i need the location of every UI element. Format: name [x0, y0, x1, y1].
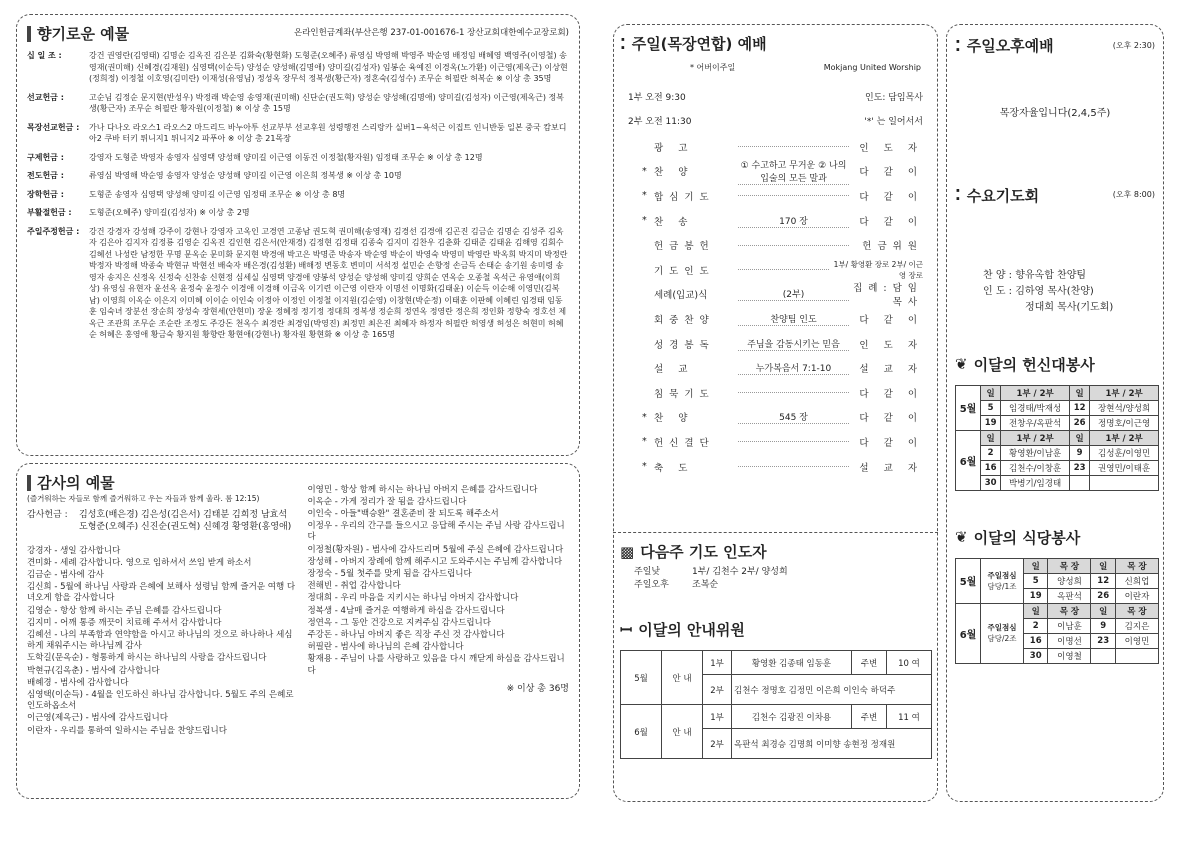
order-name: 침묵기도 [654, 388, 715, 400]
order-person: 다 같 이 [859, 314, 923, 326]
thanks-item: 김금순 - 범사에 감사 [27, 569, 104, 580]
worship-english: Mokjang United Worship [823, 63, 921, 72]
thanks-item: 강경자 - 생일 감사합니다 [27, 545, 121, 556]
table-cell: 옥판석 [1048, 588, 1091, 603]
flower-icon: ❦ [955, 528, 968, 546]
head-cell: 일 [1069, 430, 1089, 445]
dots-icon: ⁚ [620, 34, 626, 53]
order-person: 집례:담임목사 [853, 283, 923, 309]
grid-icon: ▩ [620, 542, 635, 561]
head-cell: 일 [1024, 558, 1048, 573]
offering-label: 구제헌금 : [27, 152, 64, 162]
thanks-left-column [27, 509, 299, 738]
thanks-item: 김신희 - 5월에 하나님 사랑과 은혜에 보해사 성령님 함께 즐거운 여행 다녀오게 함을 감사합니다 [27, 582, 296, 604]
order-row [620, 356, 931, 381]
thanks-total: ※ 이상 총 36명 [506, 683, 569, 694]
order-row [620, 430, 931, 455]
order-star: * [642, 215, 647, 227]
order-star: * [642, 411, 647, 423]
table-cell: 2 [981, 445, 1001, 460]
order-content [738, 195, 849, 196]
order-content [738, 441, 849, 442]
usher-month: 5월 [621, 651, 662, 705]
wednesday-prayer: 정대희 목사(기도회) [1025, 301, 1114, 313]
order-row [620, 233, 931, 258]
table-cell: 5 [1024, 573, 1048, 588]
order-name: 합심기도 [654, 191, 715, 203]
sub-line: 담당/1조 [987, 581, 1017, 591]
thanks-item: 이옥순 - 가게 정리가 잘 됨을 감사드립니다 [307, 496, 467, 507]
order-name: 기도인도 [654, 265, 715, 277]
stand-note: '*' 는 일어서서 [864, 117, 923, 127]
order-row [620, 454, 931, 479]
order-person: 다 같 이 [859, 413, 923, 425]
thanks-title: 감사의 예물 [37, 474, 115, 492]
dots-icon: ⁚ [955, 36, 961, 55]
table-row [956, 460, 1159, 475]
head-cell: 목 장 [1115, 603, 1158, 618]
usher-names: 황영환 김종태 임동훈 [732, 651, 852, 675]
table-cell: 이명선 [1048, 633, 1091, 648]
table-cell: 16 [981, 460, 1001, 475]
offering-names: 강건 강경자 강성해 강주이 강현나 강영자 고옥인 고경연 고종남 권도혁 권미해(송영재) 김경선 김경애 김곤진 김금순 김명순 김성주 김옥자 김은아 김지자 김정룡 김영순 김옥진 김인현 김은서(안재경) 김정현 김정태 김종숙 김지미 김찬우 김춘화 김태준 김태윤 김해영 김회수 김혜선 나성란 남정한 무명 문옥순 문미화 문지현 박경애 박고은 박명준 박송자 박순영 박순이 박영숙 박영미 박영란 박옥희 박지미 박정란 박정자 박정해 박종숙 박현규 박현선 배숙자 배은경(김성환) 배해정 변동호 변미미 서석정 설민순 손향정 손금득 손태순 송기원 송미령 송영자 송지은 신정옥 신정숙 신찬송 신현정 심세실 심영택 양경애 양봉석 양성순 양성해 양미길 양희순 연옥순 오종철 옥석근 유영애(이희상) 유영심 유현자 윤선옥 윤정숙 윤정수 이경애 이경해 이금옥 이기련 이근영 이란자 이명선 이명화(김태윤) 이순득 이순해 이영민(김복남) 이영희 이옥순 이은지 이미혜 이이순 이인숙 이정아 이정인 이정철 이지원(김순영) 이창현(박순정) 이태훈 이판혜 이혜린 임경태 임동훈 임숙녀 장분선 장순희 장성숙 장현세(안현미) 장윤 정혜정 정기정 정대희 정복생 정순희 정연옥 정영란 정은희 정인화 정향숙 정호선 제옥근 조관희 조무순 조순란 조정도 주강돈 천옥수 최경란 최경임(박영진) 최정민 최은진 최혜자 하정자 허필란 허영생 허성은 허현미 허혜순 허혜은 홍영애 황금숙 황지원 황향란 황현애(강현나) 황자원 황현화 ※ 이상 총 165명 [89, 226, 568, 339]
usher-part: 1부 [703, 705, 732, 729]
table-cell: 9 [1069, 445, 1089, 460]
table-cell: 30 [1024, 648, 1048, 663]
next-line-2: 조복순 [692, 579, 719, 590]
table-row [956, 400, 1159, 415]
thanks-item: 이정우 - 우리의 간구를 들으시고 응답해 주시는 주님 사랑 감사드립니다 [307, 521, 565, 543]
offering-names: 강영자 도형준 박영자 송영자 심영택 양성해 양미길 이근영 이동건 이정철(황자원) 임정태 조무순 ※ 이상 총 12명 [89, 152, 483, 162]
head-cell: 1부 / 2부 [1001, 385, 1070, 400]
usher-count: 10 여 [887, 651, 932, 675]
order-content [738, 466, 849, 467]
thanks-item: 심영택(이순득) - 4월을 인도하신 하나님 감사합니다. 5월도 주의 은혜로 인도하옵소서 [27, 689, 294, 712]
table-row [956, 445, 1159, 460]
table-cell [1091, 648, 1115, 663]
order-name: 찬 송 [654, 216, 694, 228]
thanks-item: 배혜경 - 범사에 감사합니다 [27, 677, 129, 688]
table-cell: 김천수/이창훈 [1001, 460, 1070, 475]
order-person: 설 교 자 [859, 364, 923, 376]
table-cell: 김지은 [1115, 618, 1158, 633]
head-cell: 1부 / 2부 [1090, 385, 1159, 400]
order-row [620, 257, 931, 282]
order-content: 누가복음서 7:1-10 [738, 361, 849, 375]
table-cell: 신희업 [1115, 573, 1158, 588]
offering-item [27, 50, 569, 85]
order-content [738, 269, 829, 270]
account-info: 온라인헌금계좌(부산은행 237-01-001676-1 장산교회대한예수교장로회) [294, 28, 569, 39]
order-row [620, 282, 931, 307]
usher-names: 옥판석 최경승 김명희 이미향 송현정 정재원 [732, 729, 932, 759]
order-star: * [642, 461, 647, 473]
thanks-item: 김지미 - 어깨 통증 깨끗이 치료해 주셔서 감사합니다 [27, 617, 222, 628]
offering-item [27, 170, 569, 182]
table-cell: 16 [1024, 633, 1048, 648]
table-cell: 전창우/옥판석 [1001, 415, 1070, 430]
table-cell: 26 [1091, 588, 1115, 603]
head-cell: 일 [1024, 603, 1048, 618]
thanks-item: 이인숙 - 아들"백승환" 결혼준비 잘 되도록 해주소서 [307, 508, 499, 519]
thanks-label: 감사헌금 : [27, 509, 68, 520]
head-cell: 일 [981, 430, 1001, 445]
usher-month: 6월 [621, 705, 662, 759]
table-cell: 이란자 [1115, 588, 1158, 603]
usher-names: 김천수 김광진 이차용 [732, 705, 852, 729]
thanks-item: 견미화 - 세례 감사합니다. 영으로 임하셔서 쓰임 받게 하소서 [27, 557, 252, 568]
bar-icon [27, 26, 31, 42]
usher-row [621, 705, 932, 729]
thanks-right-column [307, 485, 569, 738]
wednesday-time: (오후 8:00) [1112, 190, 1155, 200]
offering-names: 가나 다나오 라오스1 라오스2 마드리드 바누아투 선교부부 선교후원 성령행전 스리랑카 실버1~욕석근 이집트 인니반둥 일본 중국 캄보디아2 쿠바 터키 튀니지1 튀니지2 파푸아 ※ 이상 총 21목장 [89, 122, 567, 143]
table-cell: 이영민 [1115, 633, 1158, 648]
order-person: 다 같 이 [859, 388, 923, 400]
cafeteria-table [955, 558, 1159, 664]
next-label-1: 주일낮 [634, 567, 661, 577]
order-list [620, 135, 931, 479]
order-row [620, 405, 931, 430]
month-cell: 5월 [956, 385, 981, 430]
order-content [738, 392, 849, 393]
head-cell: 일 [1069, 385, 1089, 400]
offering-list [27, 50, 569, 341]
usher-names: 김천수 정명호 김정민 이은희 이인숙 하덕주 [732, 675, 932, 705]
table-cell: 9 [1091, 618, 1115, 633]
table-cell: 12 [1091, 573, 1115, 588]
order-name: 헌신결단 [654, 437, 715, 449]
order-star: * [642, 436, 647, 448]
table-cell: 정명호/이근영 [1090, 415, 1159, 430]
table-cell: 양성희 [1048, 573, 1091, 588]
thanks-item: 정복생 - 4남매 즐거운 여행하게 하심을 감사드립니다 [307, 605, 505, 616]
order-content: 545 장 [738, 410, 849, 424]
order-person: 다 같 이 [859, 216, 923, 228]
order-row [620, 159, 931, 184]
offering-names: 강건 권영란(김영태) 김명순 김옥진 김은분 김화숙(황현화) 도형준(오혜주) 류영심 박영해 박영주 박순영 배정임 배혜영 백영주(이영철) 송영재(권미해) 신혜경(김재원) 심영택(이순득) 양성순 양성해(김명애) 양미길(김성자) 임봉순 육예진 이경옥(노가환) 이근영(제옥근) 이상현(정희정) 이정철 이호영(김미란) 이재성(유영님) 정성옥 장무석 정복생(황근자) 정혼숙(김성수) 조무순 허필란 허복순 ※ 이상 총 35명 [89, 51, 568, 83]
order-row [620, 135, 931, 160]
order-content: 주님을 감동시키는 믿음 [738, 337, 849, 351]
offering-item [27, 226, 569, 341]
sub-line: 담당/2조 [987, 634, 1017, 643]
sub-cell [981, 603, 1024, 663]
order-person: 1부/ 황영환 장로 2부/ 이근영 장로 [833, 259, 923, 280]
table-cell: 5 [981, 400, 1001, 415]
usher-count: 11 여 [887, 705, 932, 729]
offering-label: 장학헌금 : [27, 189, 64, 199]
wednesday-leader: 인 도 : 김하영 목사(찬양) [983, 285, 1094, 297]
offering-names: 도형준(오혜주) 양미길(김성자) ※ 이상 총 2명 [89, 208, 250, 217]
thanks-item: 이정철(황자원) - 범사에 감사드리며 5월에 주실 은혜에 감사드립니다 [307, 544, 564, 555]
order-name: 찬 양 [654, 413, 694, 425]
order-star: * [642, 165, 647, 177]
order-name: 축 도 [654, 462, 694, 474]
right-panel [946, 24, 1164, 802]
order-person: 인 도 자 [859, 339, 923, 351]
order-name: 성경봉독 [654, 339, 715, 351]
head-cell: 일 [1091, 603, 1115, 618]
cafeteria-title: 이달의 식당봉사 [973, 528, 1081, 547]
thanks-item: 도학길(문옥순) - 형통하게 하시는 하나님의 사랑을 감사드립니다 [27, 653, 267, 664]
list-icon: ꟷ [620, 620, 633, 639]
table-cell: 19 [981, 415, 1001, 430]
order-person: 다 같 이 [859, 167, 923, 179]
order-person: 다 같 이 [859, 191, 923, 203]
next-label-2: 주일오후 [634, 579, 669, 590]
table-cell [1069, 475, 1089, 490]
leader-label: 인도: 담임목사 [864, 92, 923, 103]
table-cell: 김성훈/이영민 [1090, 445, 1159, 460]
thanks-item: 주강돈 - 하나님 아버지 좋은 직장 주신 것 감사합니다 [307, 629, 505, 640]
thanks-item: 장성해 - 아버지 장례에 함께 해주시고 도와주시는 주님께 감사합니다 [307, 556, 563, 567]
ushers-table [620, 650, 932, 759]
devotion-table [955, 385, 1159, 491]
order-row [620, 380, 931, 405]
order-person: 인 도 자 [859, 142, 923, 154]
order-name: 세례(입교)식 [654, 290, 708, 302]
offering-names: 류영심 박영해 박순영 송영자 양성순 양성해 양미길 이근영 이은희 정복생 ※ 이상 총 10명 [89, 171, 402, 180]
order-person: 헌금위원 [862, 241, 923, 253]
month-cell: 6월 [956, 430, 981, 490]
offering-item [27, 189, 569, 201]
table-cell: 장현석/양성희 [1090, 400, 1159, 415]
order-row [620, 307, 931, 332]
afternoon-body: 목장자율입니다(2,4,5주) [999, 108, 1111, 119]
offering-label: 부활절헌금 : [27, 208, 72, 217]
thanks-item: 김영순 - 항상 함께 하시는 주님 은혜를 감사드립니다 [27, 605, 222, 616]
thanks-item: 이근영(제옥근) - 범사에 감사드립니다 [27, 713, 168, 724]
next-line-1: 1부/ 김천수 2부/ 양성희 [692, 567, 788, 577]
head-cell: 목 장 [1048, 558, 1091, 573]
wednesday-title: 수요기도회 [966, 186, 1040, 205]
table-cell: 30 [981, 475, 1001, 490]
order-content: 170 장 [738, 214, 849, 228]
time-2: 2부 오전 11:30 [628, 117, 692, 127]
thanks-item: 이영민 - 항상 함께 하시는 하나님 아버지 은혜를 감사드립니다 [307, 484, 538, 495]
thanks-line: 도형준(오혜주) 신진순(권도혁) 신혜경 황영환(홍영애) [79, 522, 292, 532]
offering-label: 목장선교헌금 : [27, 122, 80, 132]
table-cell [1115, 648, 1158, 663]
head-cell: 일 [1091, 558, 1115, 573]
devotion-title: 이달의 헌신대봉사 [973, 355, 1095, 374]
thanks-item: 황재용 - 주님이 나를 사랑하고 있음을 다시 깨닫게 하심을 감사드립니다 [307, 654, 565, 676]
thanks-item: 정연옥 - 그 동안 건강으로 지켜주심 감사드립니다 [307, 617, 491, 628]
offering-item [27, 92, 569, 115]
offering-title-wrap [27, 23, 129, 44]
offering-label: 십 일 조 : [27, 51, 62, 60]
order-row [620, 184, 931, 209]
usher-row [621, 651, 932, 675]
table-head-row [956, 603, 1159, 618]
order-content [738, 245, 849, 246]
dots-icon: ⁚ [955, 186, 961, 204]
ushers-panel [613, 532, 938, 802]
ushers-title: 이달의 안내위원 [638, 621, 745, 639]
table-cell: 23 [1091, 633, 1115, 648]
usher-role: 안 내 [662, 705, 703, 759]
offering-names: 도형준 송영자 심영택 양성해 양미길 이근영 임정태 조무순 ※ 이상 총 8명 [89, 189, 346, 199]
offering-item [27, 207, 569, 219]
table-head-row [956, 430, 1159, 445]
usher-part: 2부 [703, 729, 732, 759]
table-cell: 황영환/이남훈 [1001, 445, 1070, 460]
sub-cell [981, 558, 1024, 603]
head-cell: 1부 / 2부 [1090, 430, 1159, 445]
order-name: 설 교 [654, 364, 694, 376]
order-row [620, 331, 931, 356]
table-cell: 26 [1069, 415, 1089, 430]
table-cell: 19 [1024, 588, 1048, 603]
order-content: 찬양팀 인도 [738, 312, 849, 326]
table-cell: 임경태/박재성 [1001, 400, 1070, 415]
worship-panel [613, 24, 938, 532]
worship-subtitle: * 어버이주일 [690, 63, 736, 72]
table-head-row [956, 385, 1159, 400]
thanks-item: 허필란 - 범사에 하나님의 은혜 감사합니다 [307, 642, 464, 653]
offering-label: 선교헌금 : [27, 92, 64, 102]
order-name: 회중찬양 [654, 314, 715, 326]
order-person: 설 교 자 [859, 462, 923, 474]
order-content: (2부) [738, 287, 849, 301]
thanks-item: 정대희 - 우리 마음을 지키시는 하나님 아버지 감사합니다 [307, 593, 519, 604]
table-cell: 권영민/이태훈 [1090, 460, 1159, 475]
table-row [956, 415, 1159, 430]
usher-part: 2부 [703, 675, 732, 705]
order-row [620, 208, 931, 233]
table-cell: 이남훈 [1048, 618, 1091, 633]
month-cell: 6월 [956, 603, 981, 663]
table-head-row [956, 558, 1159, 573]
head-cell: 목 장 [1115, 558, 1158, 573]
next-week-title: 다음주 기도 인도자 [640, 543, 767, 561]
time-1: 1부 오전 9:30 [628, 92, 686, 103]
order-star: * [642, 190, 647, 202]
table-cell: 박병기/임경태 [1001, 475, 1070, 490]
usher-area: 주변 [852, 651, 887, 675]
afternoon-time: (오후 2:30) [1112, 40, 1155, 50]
order-name: 헌금봉헌 [654, 241, 715, 253]
sub-line: 주일점심 [987, 623, 1017, 632]
head-cell: 1부 / 2부 [1001, 430, 1070, 445]
order-name: 광 고 [654, 142, 694, 154]
thanks-panel [16, 463, 580, 799]
usher-role: 안 내 [662, 651, 703, 705]
table-row [956, 475, 1159, 490]
table-cell: 12 [1069, 400, 1089, 415]
afternoon-title: 주일오후예배 [966, 37, 1054, 55]
head-cell: 목 장 [1048, 603, 1091, 618]
order-name: 찬 양 [654, 167, 694, 179]
table-cell: 이영철 [1048, 648, 1091, 663]
head-cell: 일 [981, 385, 1001, 400]
wednesday-praise: 찬 양 : 향유옥합 찬양팀 [983, 269, 1087, 281]
offering-panel [16, 14, 580, 456]
thanks-line: 김성호(배은경) 김은성(김은서) 김태분 김희정 남효석 [79, 509, 288, 520]
offering-item [27, 152, 569, 164]
thanks-subtitle: (즐거워하는 자들로 함께 즐거워하고 우는 자들과 함께 울라. 롬 12:15) [27, 494, 260, 503]
month-cell: 5월 [956, 558, 981, 603]
thanks-item: 전해빈 - 취업 감사합니다 [307, 581, 401, 592]
table-cell: 2 [1024, 618, 1048, 633]
order-person: 다 같 이 [859, 437, 923, 449]
bar-icon [27, 475, 31, 491]
offering-label: 주일주정헌금 : [27, 226, 80, 236]
flower-icon: ❦ [955, 355, 968, 373]
offering-names: 고순님 김정순 문지현(반성우) 박정래 박순영 송영재(권미해) 신단순(권도혁) 양성순 양성해(김명애) 양미길(김성자) 이근영(제옥근) 정복생(황근자) 조무순 허필란 황자원(이정철) ※ 이상 총 15명 [89, 92, 565, 113]
table-cell: 23 [1069, 460, 1089, 475]
offering-label: 전도헌금 : [27, 171, 64, 180]
thanks-item: 장정숙 - 5월 첫주를 맞게 됨을 감사드립니다 [307, 568, 472, 579]
order-content: ① 수고하고 무거운 ② 나의 입술의 모든 말과 [738, 158, 849, 185]
table-cell [1090, 475, 1159, 490]
offering-item [27, 122, 569, 145]
usher-area: 주변 [852, 705, 887, 729]
thanks-item: 이란자 - 우리를 통하여 일하시는 주님을 찬양드립니다 [27, 725, 227, 736]
order-content [738, 146, 849, 147]
usher-part: 1부 [703, 651, 732, 675]
thanks-item: 박현규(김옥춘) - 범사에 감사합니다 [27, 665, 160, 676]
offering-title: 향기로운 예물 [37, 25, 130, 43]
thanks-item: 김혜선 - 나의 부족함과 연약함을 아시고 하나님의 것으로 하나하나 세심하게 채워주시는 하나님께 감사 [27, 629, 293, 652]
worship-title: 주일(목장연합) 예배 [631, 35, 767, 53]
sub-line: 주일점심 [987, 570, 1017, 580]
